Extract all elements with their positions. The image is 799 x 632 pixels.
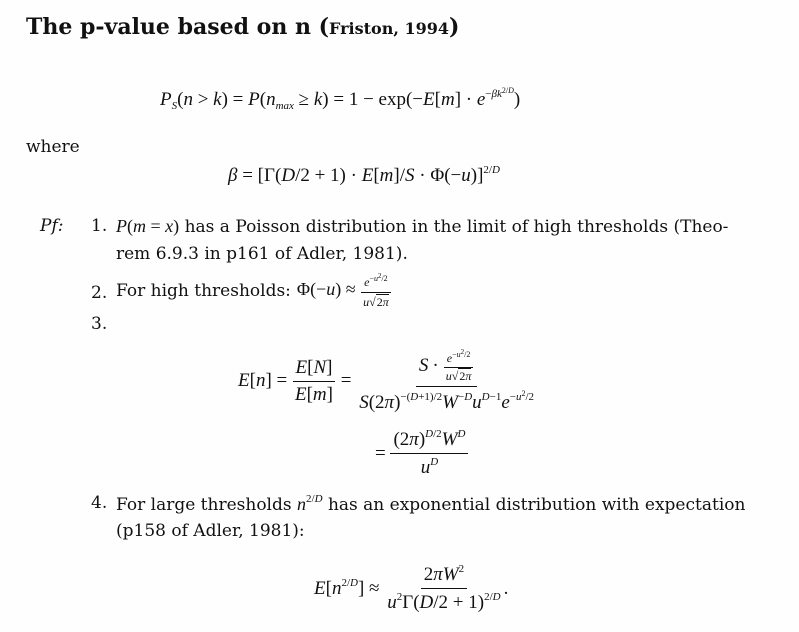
- page-title: [26, 14, 459, 40]
- equation-expectation: $E[n^{2/D}]$ ≈ $\frac{2\pi W^2}{u^2\Gamma(D/2 + 1)^{2/D}}$ .: [314, 563, 509, 613]
- item4-line1a: For large thresholds: [116, 495, 292, 515]
- item4-number: 4.: [91, 493, 108, 513]
- item1-line1: P(m = x) has a Poisson distribution in the limit of high thresholds (Theo-: [116, 216, 729, 237]
- item2-formula: Φ(−u) ≈ $\frac{e^{-u^2/2}}{u√2\pi}$: [296, 272, 389, 309]
- item2-text: For high thresholds:: [116, 281, 291, 301]
- title-citation: Friston, 1994: [329, 19, 450, 38]
- item4-line1: For large thresholds $n^{2/D}$ has an exponential distribution with expectation: [116, 493, 746, 515]
- item1-number: 1.: [91, 216, 108, 236]
- equation-beta: $\beta = [\Gamma(D/2 + 1) \cdot E[m]/S \cdot \Phi(-u)]^{2/D}$: [228, 164, 500, 186]
- item2-number: 2.: [91, 283, 108, 303]
- pf-label: Pf:: [40, 216, 64, 236]
- item1-line2: rem 6.9.3 in p161 of Adler, 1981).: [116, 244, 408, 264]
- item2-line: [116, 272, 392, 310]
- item3-number: 3.: [91, 314, 108, 334]
- equation-en-2: = $\frac{(2\pi)^{D/2}W^D}{u^D}$: [375, 428, 468, 479]
- item4-line2: (p158 of Adler, 1981):: [116, 521, 305, 541]
- equation-en-1: E[n] = $\frac{E[N]}{E[m]}$ = S · $\frac{e^{-u^2/2}}{u√2\pi}$ $S(2\pi)^{-(D+1)/2}W^{-D}u^{D-1}e^{-u^2/2}$: [238, 348, 535, 413]
- title-close: ): [449, 14, 460, 40]
- item4-line1b: has an exponential distribution with expectation: [327, 495, 746, 515]
- where-text: where: [26, 137, 80, 157]
- equation-ps: $P_S(n > k) = P(n_{max} \ge k) = 1 - \exp(-E[m] \cdot e^{-\beta k^{2/D}})$: [160, 86, 521, 112]
- item1-line1-text: has a Poisson distribution in the limit of high thresholds (Theo-: [184, 217, 729, 237]
- title-text: The p-value based on n (: [26, 14, 330, 40]
